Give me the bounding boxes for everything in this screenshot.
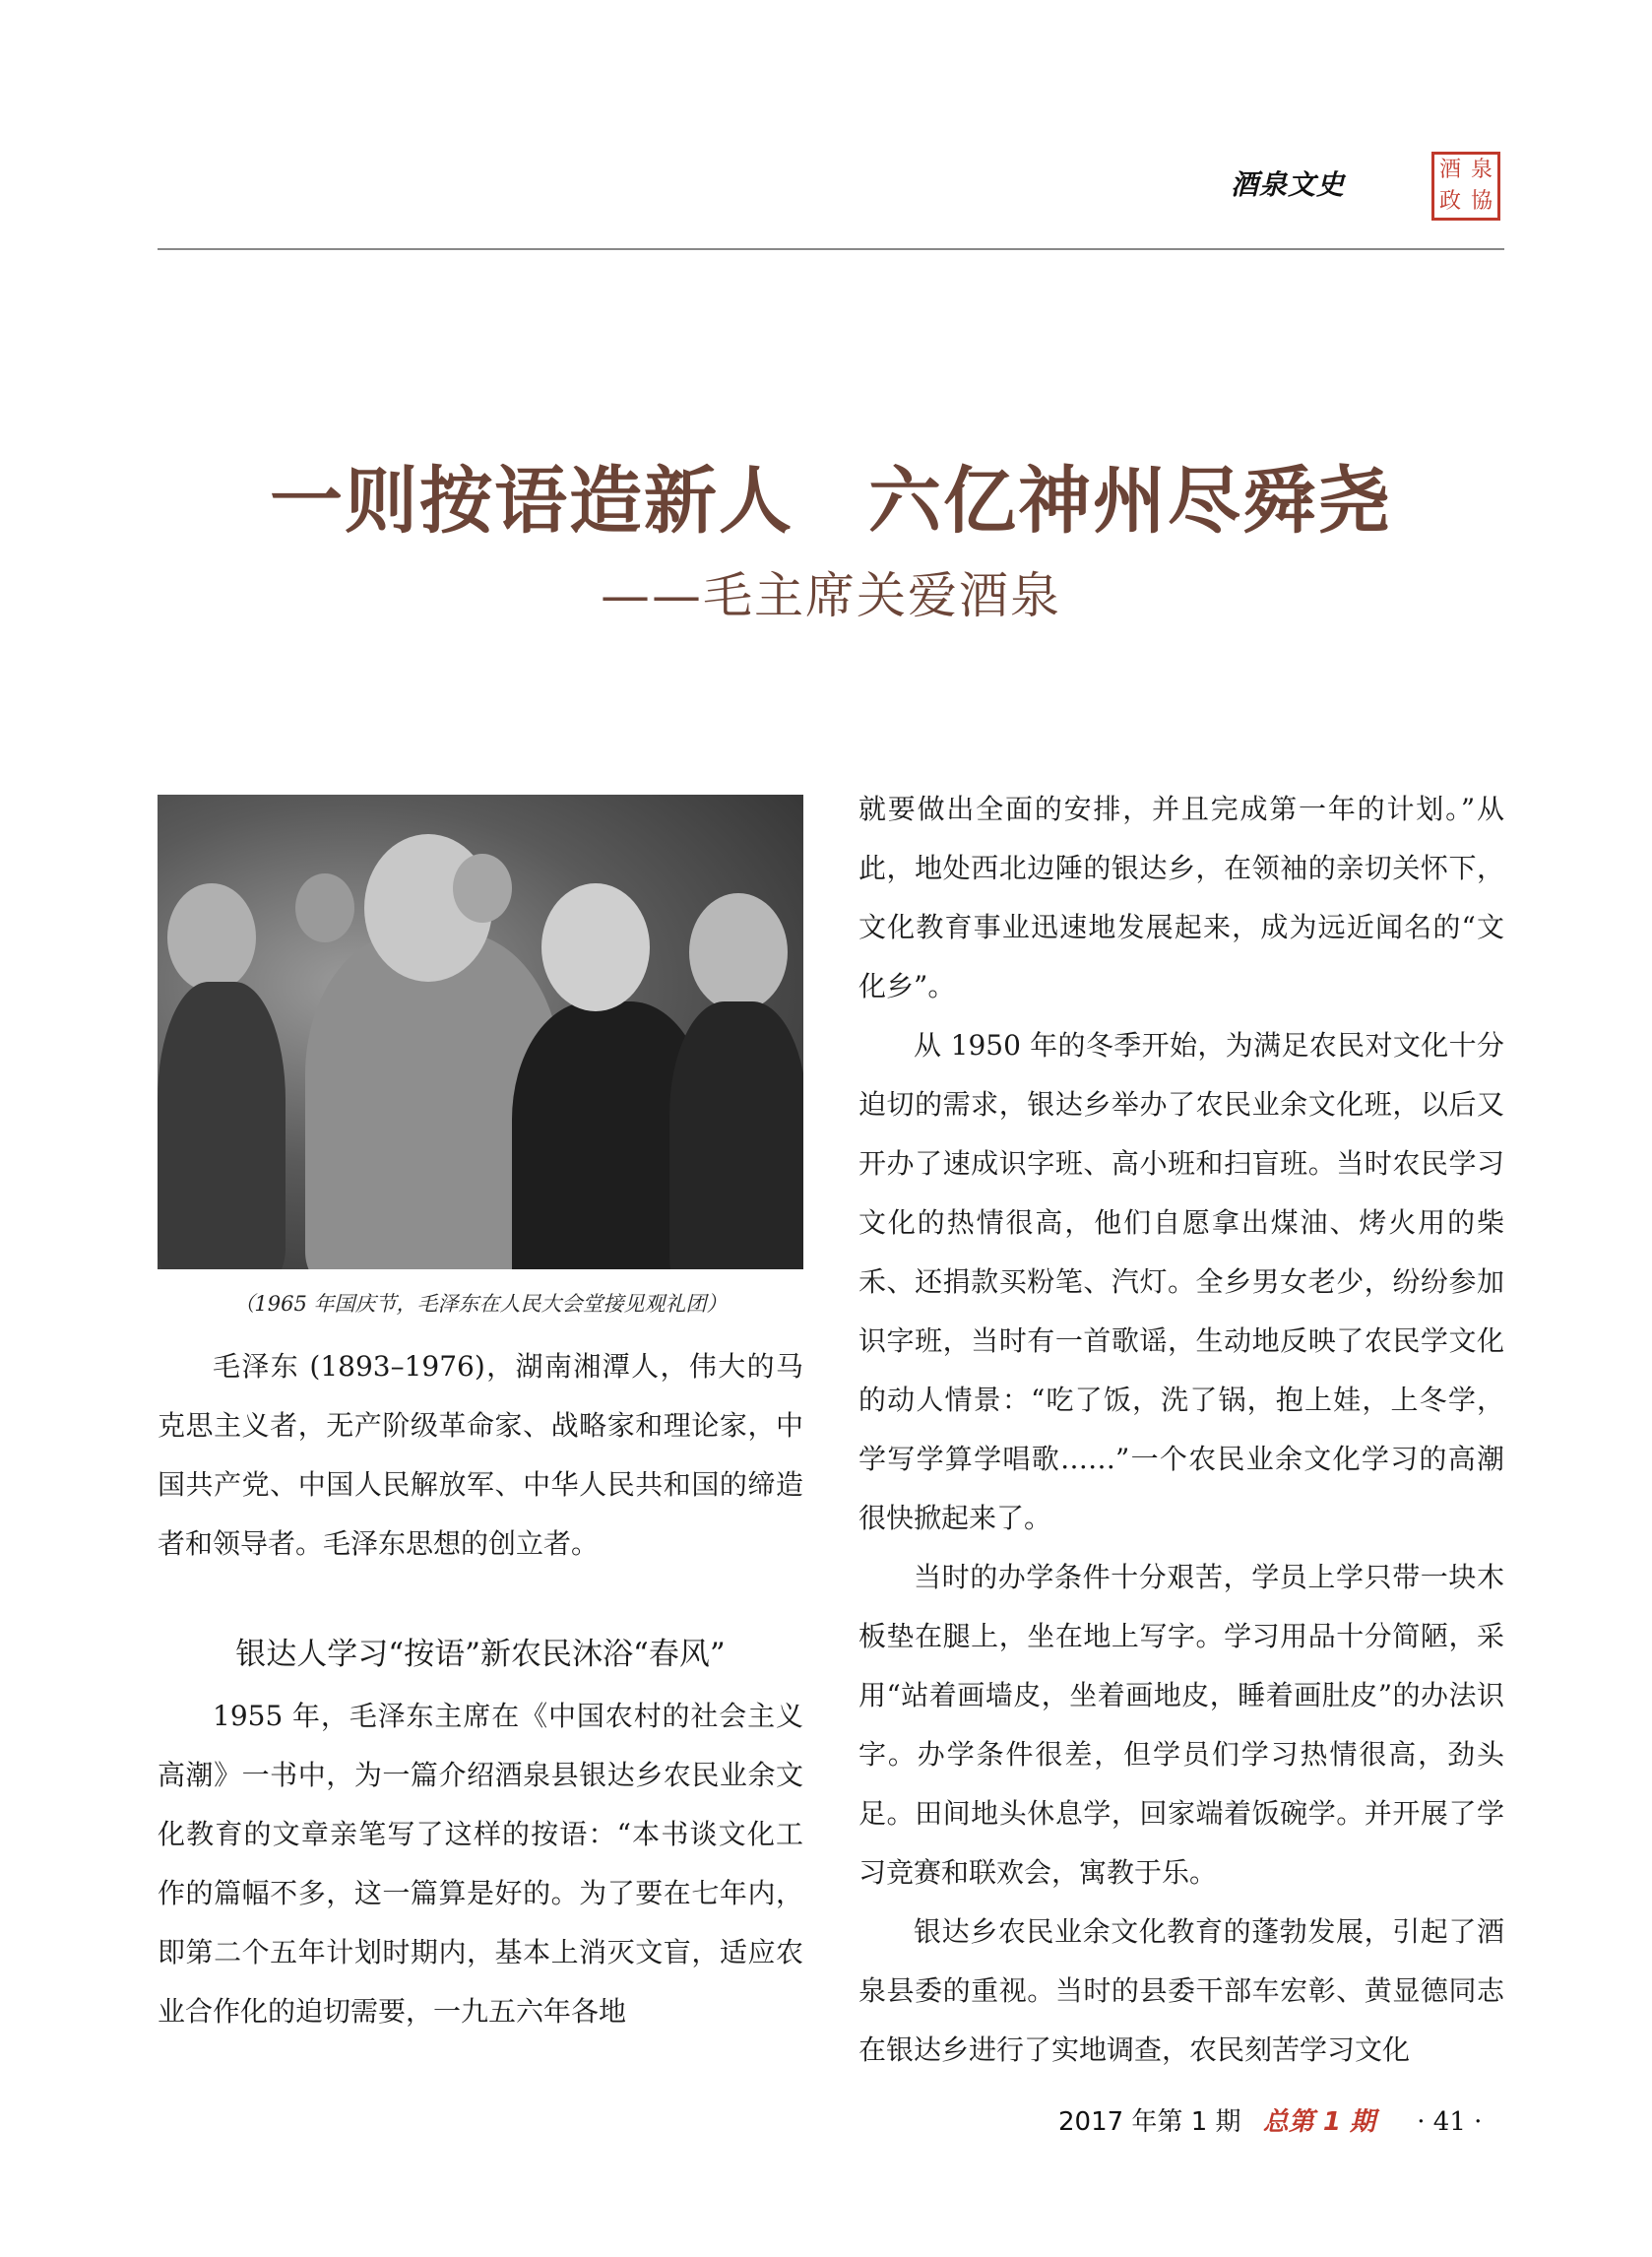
page-footer — [1058, 2102, 1511, 2142]
header-divider — [158, 248, 1504, 250]
body-paragraph: 银达乡农民业余文化教育的蓬勃发展，引起了酒泉县委的重视。当时的县委干部车宏彰、黄显德同志在银达乡进行了实地调查，农民刻苦学习文化 — [858, 1915, 1504, 2066]
body-paragraph: 当时的办学条件十分艰苦，学员上学只带一块木板垫在腿上，坐在地上写字。学习用品十分简陋，采用“站着画墙皮，坐着画地皮，睡着画肚皮”的办法识字。办学条件很差，但学员们学习热情很高，劲头足。田间地头休息学，回家端着饭碗学。并开展了学习竞赛和联欢会，寓教于乐。 — [858, 1561, 1504, 1889]
seal-logo — [1431, 152, 1500, 221]
right-column — [858, 780, 1504, 2080]
seal-char: 協 — [1470, 189, 1493, 214]
issue-label: 2017 年第 1 期 — [1058, 2107, 1241, 2137]
section-column — [158, 1687, 803, 2041]
magazine-brand: 酒泉文史 — [1231, 168, 1346, 201]
section-heading: 银达人学习“按语”新农民沐浴“春风” — [235, 1637, 726, 1672]
article-subtitle: ——毛主席关爱酒泉 — [601, 567, 1061, 624]
section-paragraph: 1955 年，毛泽东主席在《中国农村的社会主义高潮》一书中，为一篇介绍酒泉县银达乡农民业余文化教育的文章亲笔写了这样的按语：“本书谈文化工作的篇幅不多，这一篇算是好的。为了要在七年内，即第二个五年计划时期内，基本上消灭文盲，适应农业合作化的迫切需要，一九五六年各地 — [158, 1700, 803, 2028]
seal-char: 酒 — [1438, 158, 1461, 182]
seal-char: 政 — [1438, 189, 1461, 214]
continued-paragraph: 就要做出全面的安排，并且完成第一年的计划。”从此，地处西北边陲的银达乡，在领袖的亲切关怀下，文化教育事业迅速地发展起来，成为远近闻名的“文化乡”。 — [858, 793, 1504, 1002]
intro-paragraph: 毛泽东 (1893–1976)，湖南湘潭人，伟大的马克思主义者，无产阶级革命家、战略家和理论家，中国共产党、中国人民解放军、中华人民共和国的缔造者和领导者。毛泽东思想的创立者。 — [158, 1350, 803, 1560]
intro-column — [158, 1337, 803, 1574]
article-title: 一则按语造新人 六亿神州尽舜尧 — [270, 459, 1392, 544]
seal-char: 泉 — [1470, 158, 1493, 182]
magazine-issue-label: 总第 1 期 — [1262, 2107, 1375, 2137]
historical-photo — [158, 795, 803, 1269]
body-paragraph: 从 1950 年的冬季开始，为满足农民对文化十分迫切的需求，银达乡举办了农民业余文化班，以后又开办了速成识字班、高小班和扫盲班。当时农民学习文化的热情很高，他们自愿拿出煤油、烤火用的柴禾、还捐款买粉笔、汽灯。全乡男女老少，纷纷参加识字班，当时有一首歌谣，生动地反映了农民学文化的动人情景：“吃了饭，洗了锅，抱上娃，上冬学，学写学算学唱歌……”一个农民业余文化学习的高潮很快掀起来了。 — [858, 1029, 1504, 1534]
page-number: · 41 · — [1417, 2107, 1483, 2137]
photo-caption: （1965 年国庆节，毛泽东在人民大会堂接见观礼团） — [233, 1292, 728, 1316]
